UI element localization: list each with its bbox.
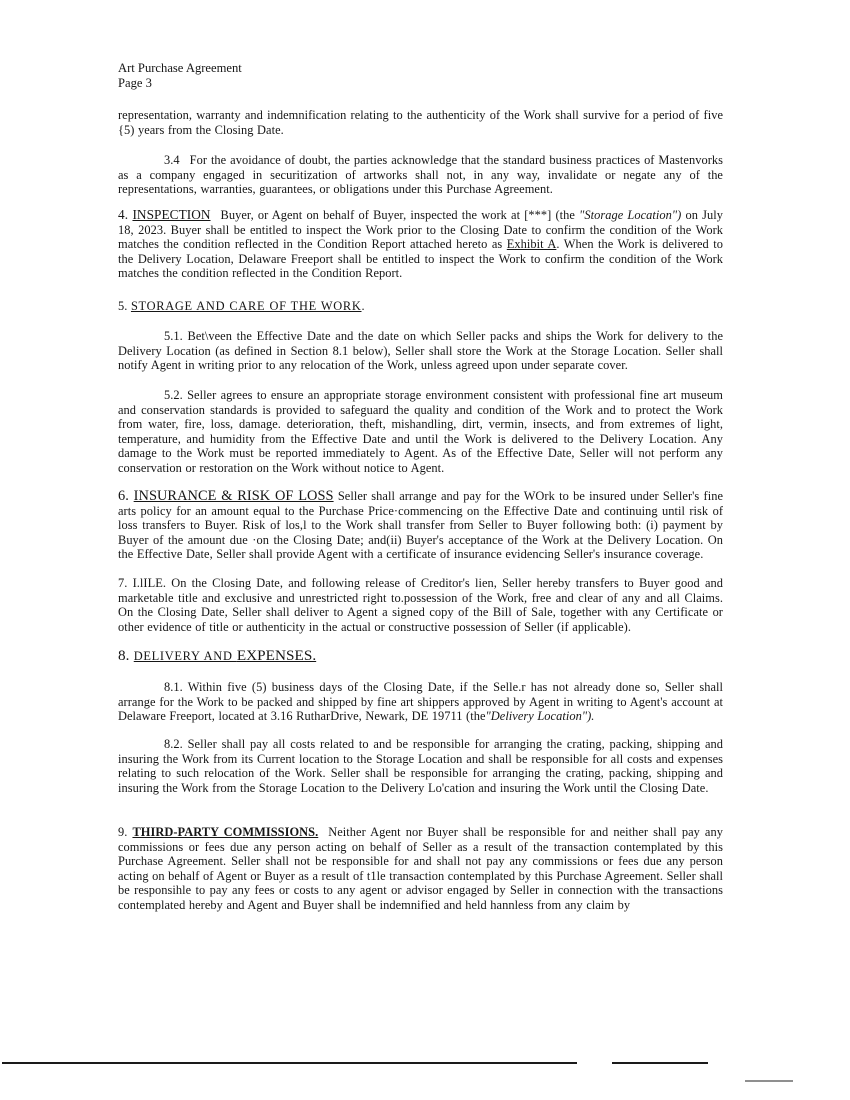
text-run: representation, warranty and indemnification relating to the authenticity of the Work shall survive for a period of five {5) years from the Closing Date.: [118, 108, 723, 137]
paragraph-8-2: [118, 737, 723, 795]
text-run: Seller shall arrange and pay for the WOrk to be insured under Seller's fine arts policy for an amount equal to the Purchase Price·commencing on the Effective Date and continuing until risk of loss transfers to Buyer. Risk of los,l to the Work shall transfer from Seller to Buyer following both: (i) payment by Buyer of the amount due ·on the Closing Date; and(ii) Buyer's acceptance of the Work at the Delivery Location. On the Effective Date, Seller shall provide Agent with a certificate of insurance evidencing Seller's insurance coverage.: [118, 489, 724, 562]
text-run: Exhibit A: [506, 237, 557, 252]
text-run: INSURANCE & RISK OF LOSS: [133, 488, 334, 504]
paragraph-5-1: [118, 329, 723, 373]
text-run: "Delivery Location").: [485, 709, 595, 724]
text-run: STORAGE AND CARE OF THE WORK: [130, 299, 362, 313]
footer-rule-long: [2, 1062, 577, 1064]
paragraph-5-2: [118, 388, 723, 476]
footer-rule-small: [745, 1080, 793, 1082]
text-run: 6.: [118, 488, 134, 504]
footer-rule-short: [612, 1062, 708, 1064]
text-run: . When the Work is delivered to the Delivery Location, Delaware Freeport shall be entitled to inspect the Work to confirm the condition of the Work matches the condition reflected in the Condition Report.: [118, 237, 723, 281]
text-run: 8.: [118, 647, 134, 664]
text-run: DELIVERY AND: [133, 649, 237, 663]
text-run: 5.: [118, 299, 131, 313]
section-5-heading: [118, 299, 723, 314]
text-run: 8.1. Within five (5) business days of the Closing Date, if the Selle.r has not already done so, Seller shall arrange for the Work to be packed and shipped by fine art shippers approved by Agent in writing to Agent's account at Delaware Freeport, located at 3.16 RutharDrive, Newark, DE 19711 (the: [118, 680, 723, 724]
section-4-inspection: [118, 208, 723, 281]
section-9-commissions: [118, 825, 723, 913]
page-number-label: Page 3: [118, 76, 152, 91]
text-run: Neither Agent nor Buyer shall be responsible for and neither shall pay any commissions or fees due any person acting on behalf of Seller as a result of the transaction contemplated by this Purchase Agreement. Seller shall not be responsible for and shall not pay any commissions or fees due any person acting on behalf of Agent or Buyer as a result of t1le transaction contemplated by this Purchase Agreement. Seller shall be responsihle to pay any fees or costs to any agent or advisor engaged by Seller in connection with the transactions contemplated hereby and Agent and Buyer shall be indemnified and held hannless from any claim by: [118, 825, 723, 912]
text-run: 5.2. Seller agrees to ensure an appropriate storage environment consistent with professional fine art museum and conservation standards is provided to safeguard the quality and condition of the Work and to protect the Work from water, fire, loss, damage. deterioration, theft, mishandling, dirt, vermin, insects, and from extremes of light, temperature, and humidity from the Effective Date and until the Work is delivered to the Delivery Location. Any damage to the Work must be reported immediately to Agent. As of the Effective Date, Seller will not perform any conservation or restoration on the Work without notice to Agent.: [118, 388, 723, 475]
paragraph-3-4: [118, 153, 723, 197]
text-run: on July 18, 2023. Buyer shall be entitled to inspect the Work prior to the Closing Date to confirm the condition of the Work matches the condition reflected in the Condition Report attached hereto as: [118, 208, 723, 252]
paragraph-8-1: [118, 680, 723, 724]
text-run: 8.2. Seller shall pay all costs related to and be responsible for arranging the crating, packing, shipping and insuring the Work from its Current location to the Storage Location and shall be responsible for all costs and expenses relating to such relocation of the Work. Seller shall be responsible for arranging the crating, packing, shipping and insuring the Work from the Storage Location to the Delivery Lo'cation and insuring the Work until the Closing Date.: [118, 737, 723, 795]
text-run: 5.1. Bet\veen the Effective Date and the date on which Seller packs and ships the Work for delivery to the Delivery Location (as defined in Section 8.1 below), Seller shall store the Work at the Storage Location. Seller shall notify Agent in writing prior to any relocation of the Work, unless agreed upon under separate cover.: [118, 329, 723, 373]
page-header: [118, 61, 242, 91]
document-title: Art Purchase Agreement: [118, 61, 242, 75]
text-run: Buyer, or Agent on behalf of Buyer, inspected the work at [***] (the: [220, 208, 580, 222]
section-7-title: [118, 576, 723, 634]
text-run: 7. I.lILE. On the Closing Date, and following release of Creditor's lien, Seller hereby transfers to Buyer good and marketable title and exclusive and unrestricted right to.possession of the Work, free and clear of any and all Claims. On the Closing Date, Seller shall deliver to Agent a signed copy of the Bill of Sale, together with any Certificate or other evidence of title or authenticity in the actual or constructive possession of Seller (if applicable).: [118, 576, 723, 634]
text-run: 9.: [118, 825, 133, 839]
section-8-heading: [118, 649, 723, 664]
text-run: THIRD-PARTY COMMISSIONS.: [132, 825, 319, 839]
section-6-insurance: [118, 489, 723, 562]
paragraph-survival-clause: [118, 108, 723, 137]
text-run: EXPENSES.: [236, 647, 317, 664]
text-run: INSPECTION: [132, 207, 211, 222]
text-run: "Storage Location"): [579, 208, 682, 222]
text-run: 3.4: [164, 153, 180, 167]
text-run: .: [361, 299, 365, 313]
text-run: 4.: [118, 207, 133, 222]
text-run: For the avoidance of doubt, the parties acknowledge that the standard business practices of Mastenvorks as a company engaged in securitization of artworks shall not, in any way, invalidate or negate any of the representations, warranties, guarantees, or obligations under this Purchase Agreement.: [118, 153, 723, 197]
